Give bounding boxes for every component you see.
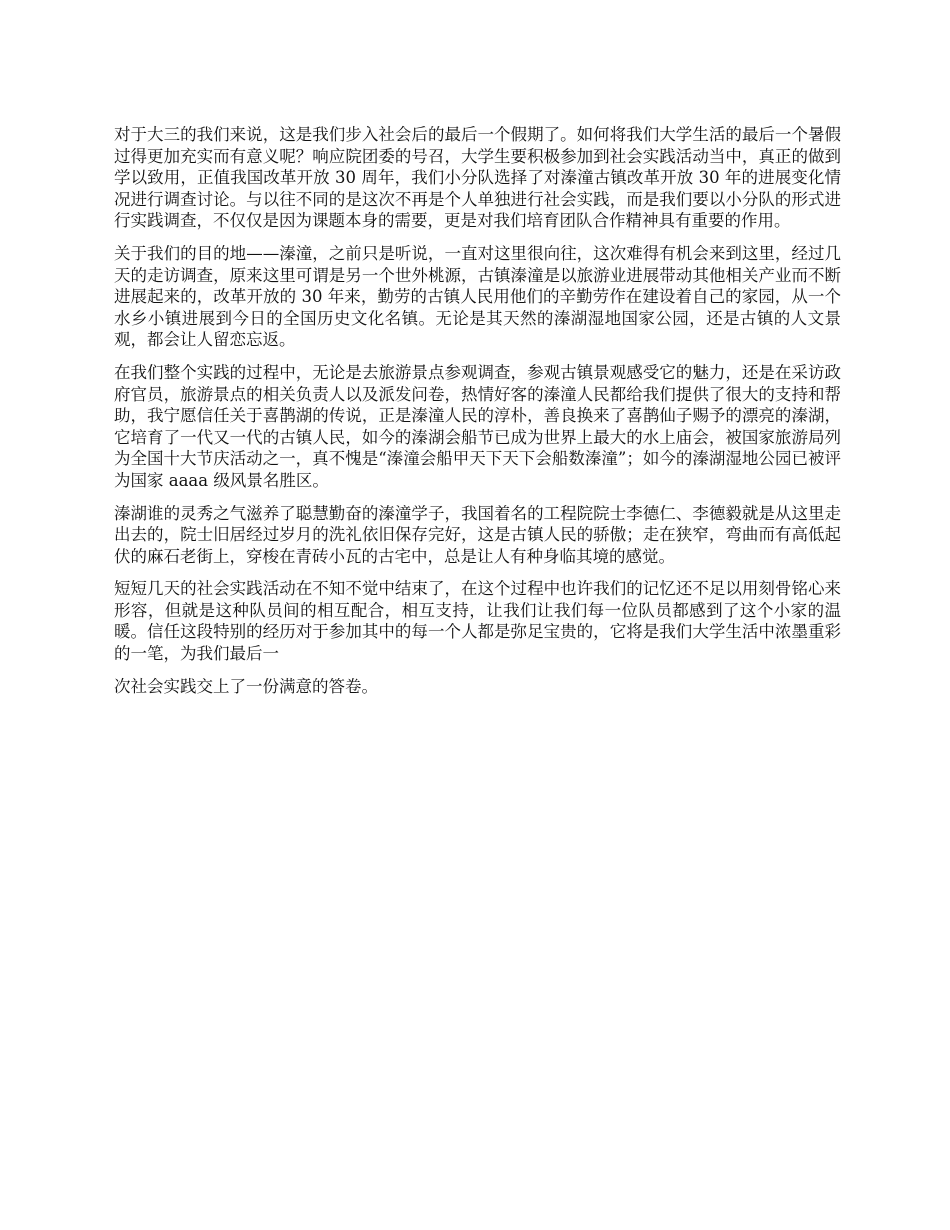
paragraph-2: 关于我们的目的地——溱潼，之前只是听说，一直对这里很向往，这次难得有机会来到这里，经过几天的走访调查，原来这里可谓是另一个世外桃源，古镇溱潼是以旅游业进展带动其他相关产业而不断进展起来的，改革开放的 30 年来，勤劳的古镇人民用他们的辛勤劳作在建设着自己的家园，从一个水乡小镇进展到今日的全国历史文化名镇。无论是其天然的溱湖湿地国家公园，还是古镇的人文景观，都会让人留恋忘返。 (114, 243, 841, 350)
paragraph-3: 在我们整个实践的过程中，无论是去旅游景点参观调查，参观古镇景观感受它的魅力，还是在采访政府官员，旅游景点的相关负责人以及派发问卷，热情好客的溱潼人民都给我们提供了很大的支持和帮助，我宁愿信任关于喜鹊湖的传说，正是溱潼人民的淳朴，善良换来了喜鹊仙子赐予的漂亮的溱湖，它培育了一代又一代的古镇人民，如今的溱湖会船节已成为世界上最大的水上庙会，被国家旅游局列为全国十大节庆活动之一，真不愧是“溱潼会船甲天下天下会船数溱潼”；如今的溱湖湿地公园已被评为国家 aaaa 级风景名胜区。 (114, 362, 841, 490)
paragraph-5: 短短几天的社会实践活动在不知不觉中结束了，在这个过程中也许我们的记忆还不足以用刻骨铭心来形容，但就是这种队员间的相互配合，相互支持，让我们让我们每一位队员都感到了这个小家的温暖。信任这段特别的经历对于参加其中的每一个人都是弥足宝贵的，它将是我们大学生活中浓墨重彩的一笔，为我们最后一 (114, 579, 841, 664)
paragraph-4: 溱湖谁的灵秀之气滋养了聪慧勤奋的溱潼学子，我国着名的工程院院士李德仁、李德毅就是从这里走出去的，院士旧居经过岁月的洗礼依旧保存完好，这是古镇人民的骄傲；走在狭窄，弯曲而有高低起伏的麻石老街上，穿梭在青砖小瓦的古宅中，总是让人有种身临其境的感觉。 (114, 503, 841, 566)
document-body (114, 124, 841, 708)
paragraph-1: 对于大三的我们来说，这是我们步入社会后的最后一个假期了。如何将我们大学生活的最后一个暑假过得更加充实而有意义呢？响应院团委的号召，大学生要积极参加到社会实践活动当中，真正的做到学以致用，正值我国改革开放 30 周年，我们小分队选择了对溱潼古镇改革开放 30 年的进展变化情况进行调查讨论。与以往不同的是这次不再是个人单独进行社会实践，而是我们要以小分队的形式进行实践调查，不仅仅是因为课题本身的需要，更是对我们培育团队合作精神具有重要的作用。 (114, 125, 841, 231)
paragraph-6: 次社会实践交上了一份满意的答卷。 (114, 676, 378, 696)
